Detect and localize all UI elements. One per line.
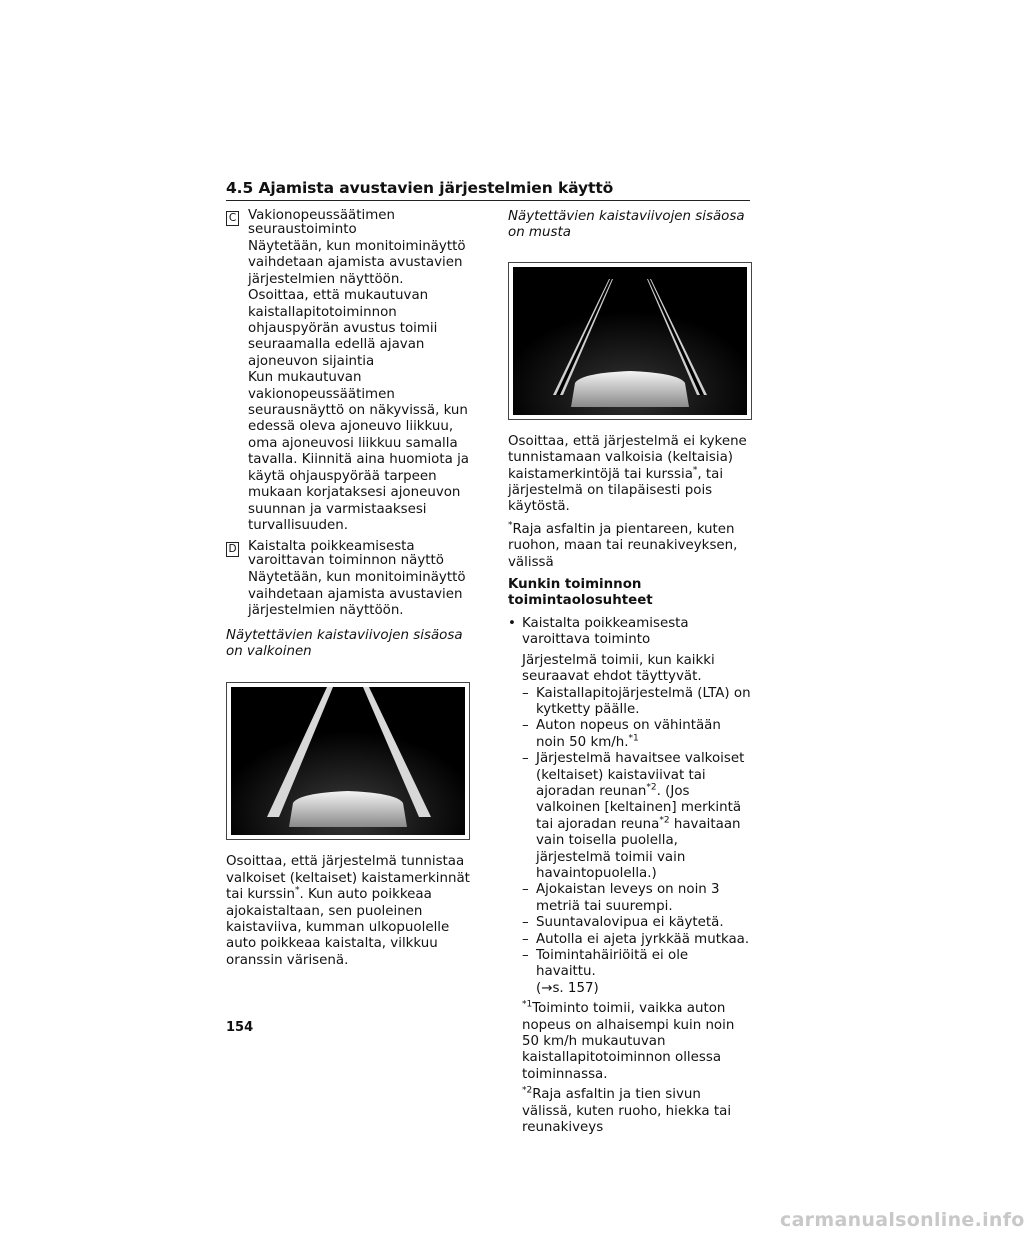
lane-display-white-icon: [231, 687, 465, 835]
entry-c-p1: Näytetään, kun monitoiminäyttö vaihdetaan ajamista avustavien järjestelmien näyttöön.: [248, 239, 466, 287]
watermark: carmanualsonline.info: [780, 1209, 1025, 1231]
figure-black-lines: [508, 262, 752, 420]
entry-c-p2: Osoittaa, että mukautuvan kaistallapitotoiminnon ohjauspyörän avustus toimii seuraamalla edellä ajavan ajoneuvon sijaintia: [248, 288, 438, 369]
lane-display-black-icon: [513, 267, 747, 415]
page-number: 154: [226, 1020, 254, 1035]
section-header: 4.5 Ajamista avustavien järjestelmien käyttö: [226, 179, 614, 197]
right-column: [508, 209, 752, 1136]
condition-2: – Auton nopeus on vähintään noin 50 km/h.$^{*1}$: [522, 718, 721, 750]
condition-6: – Autolla ei ajeta jyrkkää mutkaa.: [522, 931, 750, 947]
condition-1: – Kaistallapitojärjestelmä (LTA) on kytketty päälle.: [522, 685, 751, 717]
condition-5: – Suuntavalovipua ei käytetä.: [522, 915, 724, 931]
bullet-dot-icon: •: [508, 615, 516, 631]
entry-c-p3: Kun mukautuvan vakionopeussäätimen seurausnäyttö on näkyvissä, kun edessä oleva ajoneuvo liikkuu, oma ajoneuvosi liikkuu samalla tavalla. Kiinnitä aina huomiota ja käytä ohjauspyörää tarpeen mukaan korjataksesi ajoneuvon suunnan ja varmistaaksesi turvallisuuden.: [248, 370, 470, 533]
letter-c-icon: C: [226, 211, 239, 226]
entry-c-title: Vakionopeussäätimen seuraustoiminto: [248, 208, 396, 237]
black-lines-description: Osoittaa, että järjestelmä ei kykene tunnistamaan valkoisia (keltaisia) kaistamerkintöjä tai kurssia*, tai järjestelmä on tilapäisesti pois käytöstä.: [508, 433, 747, 515]
letter-d-icon: D: [226, 542, 239, 557]
page-reference-link[interactable]: (→s. 157): [536, 980, 599, 996]
left-column: [226, 209, 472, 969]
note-1: $^{*1}$Toiminto toimii, vaikka auton nopeus on alhaisempi kuin noin 50 km/h mukautuvan kaistallapitotoiminnon ollessa toiminnassa.: [522, 999, 735, 1082]
header-rule: [226, 200, 750, 201]
condition-7: – Toimintahäiriöitä ei ole havaittu. (→s. 157): [522, 948, 689, 996]
conditions-heading: Kunkin toiminnon toimintaolosuhteet: [508, 577, 653, 609]
condition-3: – Järjestelmä havaitsee valkoiset (keltaiset) kaistaviivat tai ajoradan reunan$^{*2}$. (Jos valkoinen [keltainen] merkintä tai ajoradan reuna$^{*2}$ havaitaan vain toisella puolella, järjestelmä toimii vain havaintopuolella.): [522, 751, 745, 881]
condition-4: – Ajokaistan leveys on noin 3 metriä tai suurempi.: [522, 882, 720, 914]
bullet-intro: Järjestelmä toimii, kun kaikki seuraavat ehdot täyttyvät.: [522, 652, 715, 685]
caption-black-lines: Näytettävien kaistaviivojen sisäosa on musta: [508, 209, 745, 241]
bullet-lane-departure: • Kaistalta poikkeamisesta varoittava toiminto: [508, 615, 689, 648]
footnote-star: *Raja asfaltin ja pientareen, kuten ruohon, maan tai reunakiveyksen, välissä: [508, 520, 738, 570]
white-lines-description: Osoittaa, että järjestelmä tunnistaa valkoiset (keltaiset) kaistamerkinnät tai kurssin*. Kun auto poikkeaa ajokaistaltaan, sen puoleinen kaistaviiva, kumman ulkopuolelle auto poikkeaa kaistalta, vilkkuu oranssin värisenä.: [226, 854, 470, 968]
note-2: $^{*2}$Raja asfaltin ja tien sivun välissä, kuten ruoho, hiekka tai reunakiveys: [522, 1085, 732, 1136]
entry-d-p1: Näytetään, kun monitoiminäyttö vaihdetaan ajamista avustavien järjestelmien näyttöön.: [248, 570, 466, 619]
entry-d: [226, 540, 472, 619]
figure-white-lines: [226, 682, 470, 840]
caption-white-lines: Näytettävien kaistaviivojen sisäosa on valkoinen: [226, 627, 463, 659]
entry-c: [226, 209, 472, 534]
entry-d-title: Kaistalta poikkeamisesta varoittavan toiminnon näyttö: [248, 539, 444, 569]
